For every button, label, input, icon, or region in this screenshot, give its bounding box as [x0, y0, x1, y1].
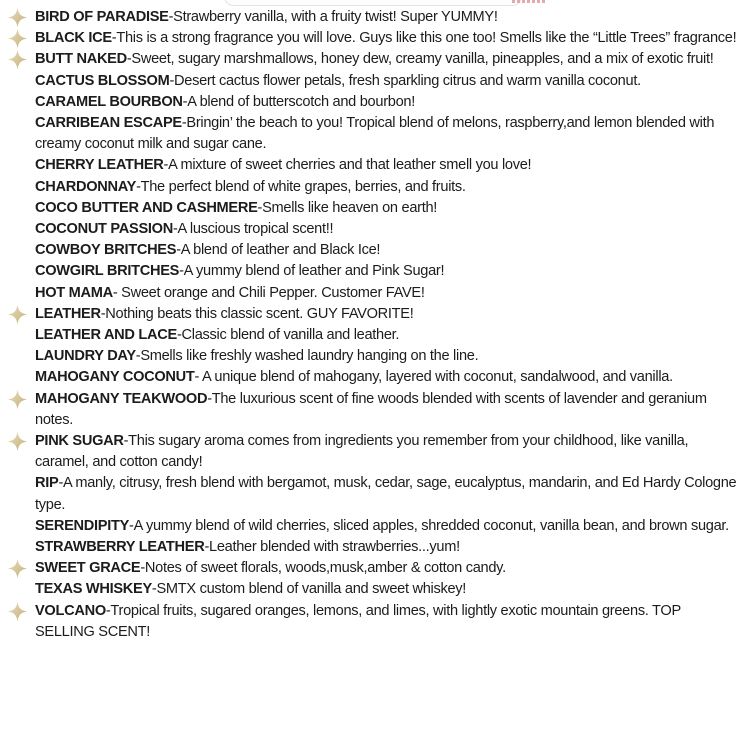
scent-text — [35, 475, 736, 512]
cropped-pill-artifact — [224, 0, 522, 6]
scent-text — [35, 433, 688, 470]
scent-description: - A unique blend of mahogany, layered with coconut, sandalwood, and vanilla. — [194, 369, 673, 386]
scent-name: CARAMEL BOURBON — [35, 93, 183, 110]
scent-text — [35, 560, 506, 576]
scent-text — [35, 539, 460, 555]
scent-name: MAHOGANY COCONUT — [35, 369, 195, 386]
scent-description: -A yummy blend of leather and Pink Sugar! — [179, 263, 445, 280]
scent-text — [35, 242, 380, 258]
scent-item — [35, 177, 737, 198]
scent-item — [35, 304, 737, 325]
scent-item — [35, 219, 737, 240]
scent-description: -A manly, citrusy, fresh blend with bergamot, musk, cedar, sage, eucalyptus, mandarin, and Ed Hardy Cologne type. — [35, 475, 737, 513]
sparkle-icon — [7, 304, 28, 325]
scent-name: STRAWBERRY LEATHER — [35, 539, 205, 556]
scent-name: COWBOY BRITCHES — [35, 242, 177, 259]
scent-text — [35, 115, 714, 152]
scent-text — [35, 157, 531, 173]
scent-item — [35, 113, 737, 155]
scent-description: -Sweet, sugary marshmallows, honey dew, creamy vanilla, pineapples, and a mix of exotic fruit! — [126, 51, 714, 68]
scent-name: TEXAS WHISKEY — [35, 581, 152, 598]
scent-text — [35, 94, 415, 110]
scent-description: -Strawberry vanilla, with a fruity twist! Super YUMMY! — [168, 9, 498, 25]
scent-name: COWGIRL BRITCHES — [35, 263, 180, 280]
scent-description: - Sweet orange and Chili Pepper. Customer FAVE! — [112, 284, 425, 301]
scent-text — [35, 9, 498, 25]
scent-text — [35, 200, 437, 216]
scent-description: -This sugary aroma comes from ingredients you remember from your childhood, like vanilla, caramel, and cotton candy! — [35, 433, 689, 471]
scent-item — [35, 389, 737, 431]
scent-name: COCO BUTTER AND CASHMERE — [35, 199, 258, 216]
scent-item — [35, 198, 737, 219]
scent-text — [35, 73, 641, 89]
scent-item — [35, 516, 737, 537]
scent-name: BIRD OF PARADISE — [35, 9, 169, 25]
scent-text — [35, 306, 413, 322]
scent-description: -Leather blended with strawberries...yum! — [204, 539, 460, 556]
sparkle-icon — [7, 558, 28, 579]
scent-item — [35, 346, 737, 367]
scent-name: CACTUS BLOSSOM — [35, 72, 170, 89]
scent-name: SERENDIPITY — [35, 517, 130, 534]
scent-description: -A blend of leather and Black Ice! — [176, 242, 381, 259]
scent-item — [35, 261, 737, 282]
scent-name: BLACK ICE — [35, 30, 112, 47]
scent-list — [35, 7, 737, 643]
scent-description: -Bringin’ the beach to you! Tropical blend of melons, raspberry,and lemon blended with creamy coconut milk and sugar cane. — [35, 115, 715, 153]
sparkle-icon — [7, 28, 28, 49]
scent-name: PINK SUGAR — [35, 433, 124, 450]
scent-name: MAHOGANY TEAKWOOD — [35, 390, 208, 407]
scent-description: -A luscious tropical scent!! — [172, 221, 334, 238]
scent-item — [35, 325, 737, 346]
scent-description: -Notes of sweet florals, woods,musk,amber & cotton candy. — [140, 560, 506, 577]
scent-name: SWEET GRACE — [35, 560, 141, 577]
scent-description: -Smells like heaven on earth! — [257, 199, 438, 216]
scent-item — [35, 537, 737, 558]
scent-item — [35, 92, 737, 113]
scent-item — [35, 7, 737, 28]
scent-name: CARRIBEAN ESCAPE — [35, 115, 182, 132]
scent-name: LAUNDRY DAY — [35, 348, 136, 365]
scent-description: -Smells like freshly washed laundry hanging on the line. — [135, 348, 479, 365]
scent-item — [35, 240, 737, 261]
scent-text — [35, 603, 681, 640]
scent-item — [35, 367, 737, 388]
scent-text — [35, 581, 466, 597]
watermark-artifact — [512, 0, 546, 3]
scent-description: -Nothing beats this classic scent. GUY FAVORITE! — [100, 305, 414, 322]
scent-text — [35, 391, 707, 428]
scent-text — [35, 327, 399, 343]
scent-description: -This is a strong fragrance you will love. Guys like this one too! Smells like the “Little Trees” fragrance! — [111, 30, 737, 47]
scent-text — [35, 263, 444, 279]
sparkle-icon — [7, 7, 28, 28]
scent-description: -A blend of butterscotch and bourbon! — [182, 93, 415, 110]
sparkle-icon — [7, 389, 28, 410]
scent-item — [35, 558, 737, 579]
scent-description: -The perfect blend of white grapes, berries, and fruits. — [136, 178, 466, 195]
scent-item — [35, 155, 737, 176]
scent-description: -A yummy blend of wild cherries, sliced apples, shredded coconut, vanilla bean, and brown sugar. — [129, 517, 729, 534]
scent-text — [35, 51, 714, 67]
sparkle-icon — [7, 49, 28, 70]
scent-name: BUTT NAKED — [35, 51, 127, 68]
scent-item — [35, 579, 737, 600]
scent-item — [35, 283, 737, 304]
scent-text — [35, 369, 673, 385]
scent-text — [35, 348, 478, 364]
scent-item — [35, 71, 737, 92]
scent-name: COCONUT PASSION — [35, 221, 173, 238]
scent-description: -Tropical fruits, sugared oranges, lemons, and limes, with lightly exotic mountain greens. TOP SELLING SCENT! — [35, 602, 681, 640]
sparkle-icon — [7, 431, 28, 452]
scent-description: -SMTX custom blend of vanilla and sweet whiskey! — [151, 581, 467, 598]
scent-item — [35, 28, 737, 49]
scent-name: RIP — [35, 475, 59, 492]
scent-description: -A mixture of sweet cherries and that leather smell you love! — [163, 157, 532, 174]
scent-name: VOLCANO — [35, 602, 106, 619]
scent-name: CHARDONNAY — [35, 178, 137, 195]
scent-item — [35, 49, 737, 70]
scent-name: LEATHER AND LACE — [35, 327, 177, 344]
scent-name: HOT MAMA — [35, 284, 113, 301]
scent-item — [35, 431, 737, 473]
scent-text — [35, 221, 333, 237]
sparkle-icon — [7, 601, 28, 622]
scent-item — [35, 473, 737, 515]
scent-text — [35, 518, 729, 534]
scent-text — [35, 179, 466, 195]
scent-description: -Desert cactus flower petals, fresh sparkling citrus and warm vanilla coconut. — [169, 72, 641, 89]
scent-item — [35, 601, 737, 643]
scent-description: -The luxurious scent of fine woods blended with scents of lavender and geranium notes. — [35, 390, 707, 428]
scent-name: LEATHER — [35, 305, 101, 322]
scent-name: CHERRY LEATHER — [35, 157, 164, 174]
scent-text — [35, 285, 425, 301]
scent-text — [35, 30, 736, 46]
scent-description: -Classic blend of vanilla and leather. — [176, 327, 400, 344]
